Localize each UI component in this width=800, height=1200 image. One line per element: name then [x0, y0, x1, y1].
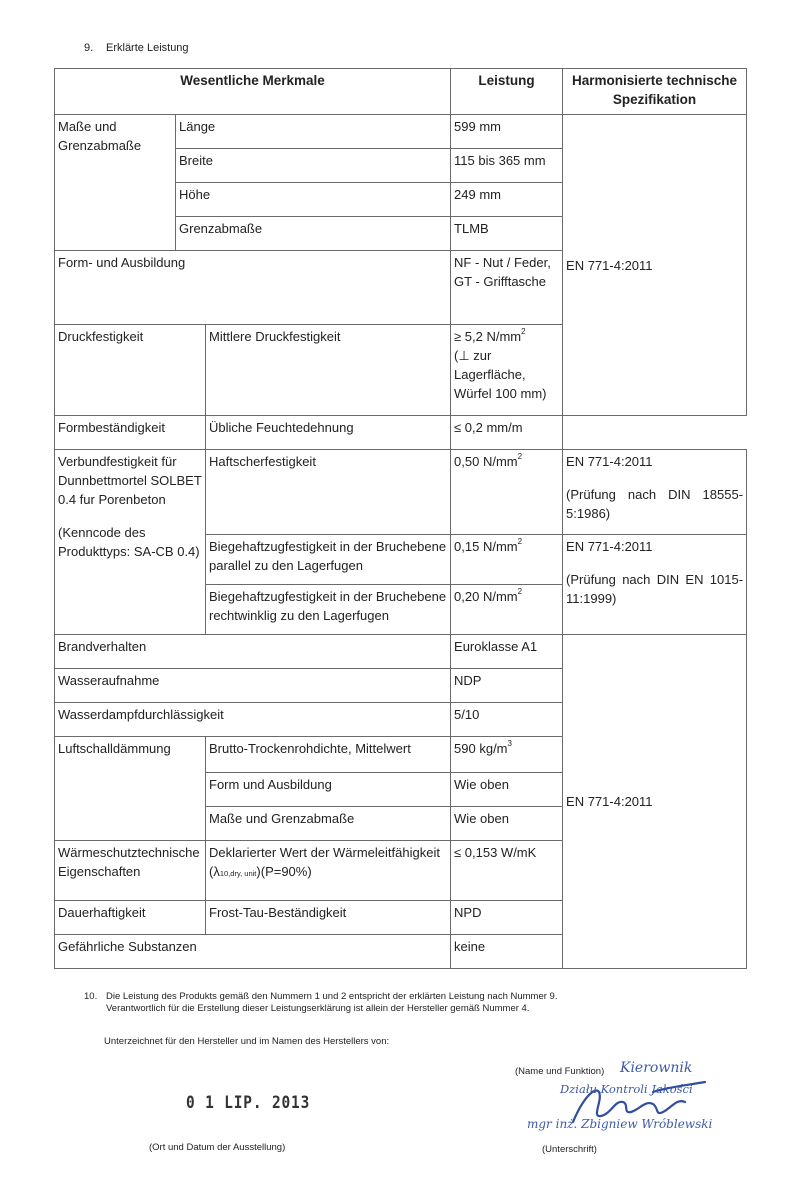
vapour-label: Wasserdampfdurchlässigkeit — [55, 703, 451, 737]
thermal-sub-tail: )(P=90%) — [256, 864, 312, 879]
bond-label-cell — [55, 450, 206, 635]
spec-main: EN 771-4:2011 — [563, 115, 747, 416]
acoustic-label: Luftschalldämmung — [55, 737, 206, 841]
form-value: NF - Nut / Feder, GT - Grifftasche — [451, 251, 563, 325]
flex-spec-note: (Prüfung nach DIN EN 1015-11:1999) — [566, 572, 744, 606]
stamp-line-3: mgr inż. Zbigniew Wróblewski — [527, 1117, 713, 1131]
tolerances-value: TLMB — [451, 217, 563, 251]
shear-label: Haftscherfestigkeit — [206, 450, 451, 535]
thermal-sub-index: 10,dry, unit — [219, 869, 257, 878]
compressive-value-sup: 2 — [521, 327, 526, 336]
flex-spec: EN 771-4:2011 — [566, 539, 653, 554]
stability-sub: Übliche Feuchtedehnung — [206, 416, 451, 450]
parallel-value: 0,15 N/mm — [454, 539, 518, 554]
compressive-value: ≥ 5,2 N/mm — [454, 329, 522, 344]
thermal-sub-cell — [206, 841, 451, 901]
handwritten-signature — [565, 1078, 715, 1128]
footnote-line-1: Die Leistung des Produkts gemäß den Nummern 1 und 2 entspricht der erklärten Leistung nach Nummer 9. — [106, 991, 558, 1002]
width-label: Breite — [176, 149, 451, 183]
density-value-cell — [451, 737, 563, 773]
compressive-note: (⊥ zur Lagerfläche, Würfel 100 mm) — [454, 348, 547, 401]
stability-value: ≤ 0,2 mm/m — [451, 416, 563, 450]
length-value: 599 mm — [451, 115, 563, 149]
flex-spec-cell — [563, 535, 747, 635]
vapour-value: 5/10 — [451, 703, 563, 737]
section-heading — [84, 42, 189, 54]
table-header-row — [55, 69, 747, 115]
thermal-sub-lambda: (λ — [209, 864, 220, 879]
bond-code: (Kenncode des Produkttyps: SA-CB 0.4) — [58, 525, 200, 559]
header-performance: Leistung — [451, 69, 563, 115]
table-row — [55, 115, 747, 149]
thermal-sub-main: Deklarierter Wert der Wärmeleitfähigkeit — [209, 845, 440, 860]
water-value: NDP — [451, 669, 563, 703]
section-title: Erklärte Leistung — [106, 42, 189, 54]
durability-sub: Frost-Tau-Beständigkeit — [206, 901, 451, 935]
table-row — [55, 450, 747, 535]
durability-label: Dauerhaftigkeit — [55, 901, 206, 935]
parallel-label: Biegehaftzugfestigkeit in der Bruchebene parallel zu den Lagerfugen — [206, 535, 451, 585]
density-value: 590 kg/m — [454, 741, 508, 756]
shear-value-cell — [451, 450, 563, 535]
stamp-line-2: Działu Kontroli Jakości — [560, 1082, 693, 1096]
place-date-label: (Ort und Datum der Ausstellung) — [149, 1142, 286, 1153]
stamp-line-1: Kierownik — [620, 1060, 693, 1076]
perpendicular-value-cell — [451, 585, 563, 635]
tolerances-label: Grenzabmaße — [176, 217, 451, 251]
parallel-value-cell — [451, 535, 563, 585]
acoustic-dims-label: Maße und Grenzabmaße — [206, 807, 451, 841]
hazardous-label: Gefährliche Substanzen — [55, 935, 451, 969]
date-stamp: 0 1 LIP. 2013 — [186, 1093, 311, 1113]
form-label: Form- und Ausbildung — [55, 251, 451, 325]
shear-value-sup: 2 — [517, 452, 523, 461]
acoustic-dims-value: Wie oben — [451, 807, 563, 841]
height-label: Höhe — [176, 183, 451, 217]
fire-value: Euroklasse A1 — [451, 635, 563, 669]
dimensions-label: Maße und Grenzabmaße — [55, 115, 176, 251]
compressive-value-cell — [451, 325, 563, 416]
section-number: 9. — [84, 42, 94, 54]
fire-label: Brandverhalten — [55, 635, 451, 669]
perpendicular-label: Biegehaftzugfestigkeit in der Bruchebene rechtwinklig zu den Lagerfugen — [206, 585, 451, 635]
acoustic-form-value: Wie oben — [451, 773, 563, 807]
width-value: 115 bis 365 mm — [451, 149, 563, 183]
thermal-value: ≤ 0,153 W/mK — [451, 841, 563, 901]
parallel-value-sup: 2 — [517, 537, 523, 546]
performance-table — [54, 68, 747, 969]
density-value-sup: 3 — [507, 739, 512, 748]
table-row — [55, 416, 747, 450]
header-characteristic: Wesentliche Merkmale — [55, 69, 451, 115]
compressive-sub: Mittlere Druckfestigkeit — [206, 325, 451, 416]
perpendicular-value-sup: 2 — [517, 587, 523, 596]
shear-spec: EN 771-4:2011 — [566, 454, 653, 469]
footnote-number: 10. — [84, 991, 98, 1002]
hazardous-value: keine — [451, 935, 563, 969]
perpendicular-value: 0,20 N/mm — [454, 589, 518, 604]
stability-label: Formbeständigkeit — [55, 416, 206, 450]
table-row — [55, 635, 747, 669]
shear-spec-cell — [563, 450, 747, 535]
thermal-label: Wärmeschutztechnische Eigenschaften — [55, 841, 206, 901]
height-value: 249 mm — [451, 183, 563, 217]
acoustic-form-label: Form und Ausbildung — [206, 773, 451, 807]
bond-label: Verbundfestigkeit für Dunnbettmortel SOLBET 0.4 fur Porenbeton — [58, 454, 202, 507]
signature-label: (Unterschrift) — [542, 1144, 597, 1155]
signed-by-text: Unterzeichnet für den Hersteller und im Namen des Herstellers von: — [104, 1036, 390, 1047]
shear-spec-note: (Prüfung nach DIN 18555-5:1986) — [566, 487, 744, 521]
length-label: Länge — [176, 115, 451, 149]
shear-value: 0,50 N/mm — [454, 454, 518, 469]
compressive-label: Druckfestigkeit — [55, 325, 206, 416]
name-function-label: (Name und Funktion) — [515, 1066, 605, 1077]
spec-lower: EN 771-4:2011 — [563, 635, 747, 969]
footnote-line-2: Verantwortlich für die Erstellung dieser Leistungserklärung ist allein der Hersteller gemäß Nummer 4. — [106, 1003, 530, 1014]
density-label: Brutto-Trockenrohdichte, Mittelwert — [206, 737, 451, 773]
header-spec: Harmonisierte technische Spezifikation — [563, 69, 747, 115]
footnote-10 — [84, 991, 724, 1015]
water-label: Wasseraufnahme — [55, 669, 451, 703]
durability-value: NPD — [451, 901, 563, 935]
